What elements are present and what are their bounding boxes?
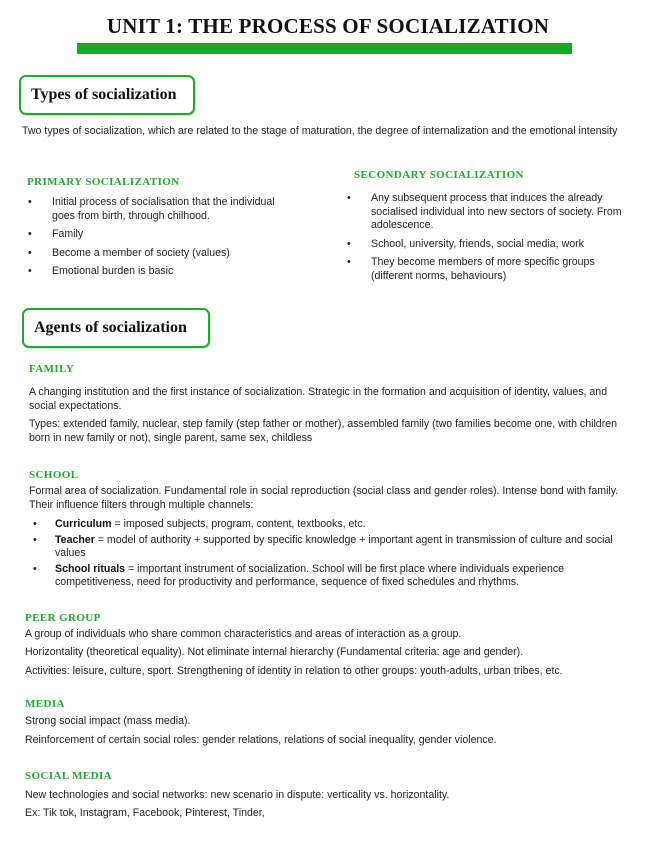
teacher-term: Teacher [55, 533, 95, 546]
school-heading: SCHOOL [29, 469, 79, 481]
list-item: • Emotional burden is basic [23, 265, 298, 279]
list-item: • Curriculum = imposed subjects, program, content, textbooks, etc. [29, 518, 634, 532]
social-media-heading: SOCIAL MEDIA [25, 770, 113, 782]
media-line: Strong social impact (mass media). [25, 715, 191, 727]
school-rituals-term: School rituals [55, 562, 126, 575]
page-title: UNIT 1: THE PROCESS OF SOCIALIZATION [106, 14, 550, 38]
family-types: Types: extended family, nuclear, step family (step father or mother), assembled family (two families become one, with children born in new family or not), single parent, same sex, childless [29, 418, 618, 444]
title-underline-bar [77, 43, 572, 54]
media-heading: MEDIA [25, 698, 65, 710]
agents-heading: Agents of socialization [34, 319, 187, 336]
list-item: • Any subsequent process that induces the already socialised individual into new sectors of society. From adolescence. [342, 192, 637, 233]
secondary-heading: SECONDARY SOCIALIZATION [354, 169, 524, 181]
curriculum-term: Curriculum [55, 518, 112, 530]
list-item: • Family [23, 228, 298, 242]
types-intro: Two types of socialization, which are related to the stage of maturation, the degree of internalization and the emotional intensity [22, 125, 618, 137]
peer-group-heading: PEER GROUP [25, 612, 101, 624]
family-description: A changing institution and the first instance of socialization. Strategic in the formation and acquisition of identity, values, and social expectations. [29, 386, 608, 412]
types-heading-box [19, 75, 195, 115]
secondary-list [342, 192, 637, 288]
list-item: • School rituals = important instrument of socialization. School will be first place where individuals experience competitiveness, need for productivity and performance, sequence of fixed schedules and rhythms. [29, 563, 634, 590]
school-channels-list [29, 518, 634, 592]
family-heading: FAMILY [29, 363, 75, 375]
primary-list [23, 196, 298, 284]
peer-line: Activities: leisure, culture, sport. Strengthening of identity in relation to other groups: youth-adults, urban tribes, etc. [25, 665, 563, 677]
primary-heading: PRIMARY SOCIALIZATION [27, 176, 180, 188]
peer-line: A group of individuals who share common characteristics and areas of interaction as a group. [25, 628, 462, 640]
list-item: • Initial process of socialisation that the individual goes from birth, through chilhood. [23, 196, 298, 223]
peer-line: Horizontality (theoretical equality). Not eliminate internal hierarchy (Fundamental criteria: age and gender). [25, 646, 524, 658]
list-item: • Become a member of society (values) [23, 247, 298, 261]
list-item: • School, university, friends, social media, work [342, 238, 637, 252]
agents-heading-box [22, 308, 210, 348]
list-item: • They become members of more specific groups (different norms, behaviours) [342, 256, 637, 283]
media-line: Reinforcement of certain social roles: gender relations, relations of social inequality, gender violence. [25, 734, 497, 746]
list-item: • Teacher = model of authority + supported by specific knowledge + important agent in transmission of culture and social values [29, 534, 634, 561]
school-description: Formal area of socialization. Fundamental role in social reproduction (social class and gender roles). Intense bond with family. Their influence filters through multiple channels: [29, 485, 619, 511]
social-media-line: Ex: Tik tok, Instagram, Facebook, Pinterest, Tinder, [25, 807, 265, 819]
types-heading: Types of socialization [31, 86, 177, 103]
social-media-line: New technologies and social networks: new scenario in dispute: verticality vs. horizontality. [25, 789, 450, 801]
